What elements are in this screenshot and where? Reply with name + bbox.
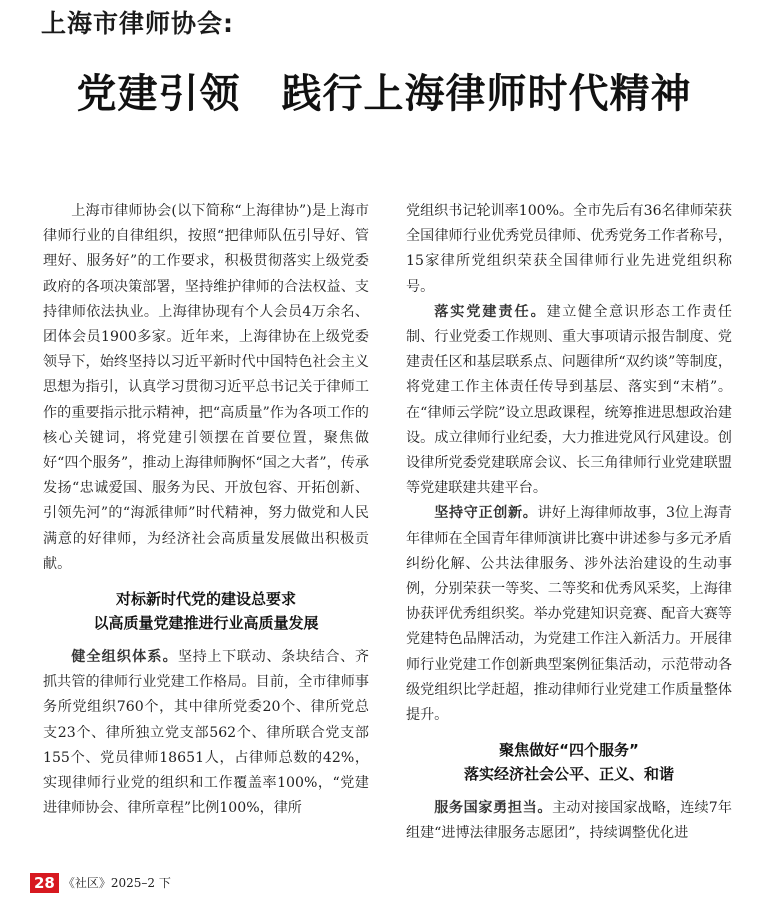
body-paragraph xyxy=(406,796,732,846)
body-paragraph xyxy=(43,645,369,821)
section-heading-2-line-2: 落实经济社会公平、正义、和谐 xyxy=(463,765,674,784)
body-paragraph xyxy=(406,501,732,728)
section-heading-1-line-2: 以高质量党建推进行业高质量发展 xyxy=(93,614,319,633)
paragraph-text: 建立健全意识形态工作责任制、行业党委工作规则、重大事项请示报告制度、党建责任区和基层联系点、问题律所“双约谈”等制度，将党建工作主体责任传导到基层、落实到“末梢”。在“律师云学院”设立思政课程，统筹推进思想政治建设。成立律师行业纪委，大力推进党风行风建设。创设律所党委党建联席会议、长三角律师行业党建联盟等党建联建共建平台。 xyxy=(406,303,733,497)
publication-info: 《社区》2025–2 下 xyxy=(62,876,171,890)
left-column xyxy=(43,199,369,821)
article-kicker: 上海市律师协会: xyxy=(41,9,234,38)
continued-paragraph: 党组织书记轮训率100%。全市先后有36名律师荣获全国律师行业优秀党员律师、优秀党务工作者称号，15家律所党组织荣获全国律师行业先进党组织称号。 xyxy=(406,203,733,295)
paragraph-text: 坚持上下联动、条块结合、齐抓共管的律师行业党建工作格局。目前，全市律师事务所党组织760个，其中律所党委20个、律所党总支23个、律所独立党支部562个、律所联合党支部155个、党员律师18651人，占律师总数的42%，实现律师行业党的组织和工作覆盖率100%，“党建进律师协会、律所章程”比例100%，律所 xyxy=(43,649,370,817)
paragraph-lead: 坚持守正创新。 xyxy=(434,505,538,522)
right-column xyxy=(406,199,732,847)
section-heading-1 xyxy=(43,587,369,635)
paragraph-text: 讲好上海律师故事，3位上海青年律师在全国青年律师演讲比赛中讲述参与多元矛盾纠纷化解、公共法律服务、涉外法治建设的生动事例，分别荣获一等奖、二等奖和优秀风采奖，上海律协获评优秀组织奖。举办党建知识竞赛、配音大赛等党建特色品牌活动，为党建工作注入新活力。开展律师行业党建工作创新典型案例征集活动，示范带动各级党组织比学赶超，推动律师行业党建工作质量整体提升。 xyxy=(406,505,733,724)
intro-paragraph: 上海市律师协会(以下简称“上海律协”)是上海市律师行业的自律组织，按照“把律师队伍引导好、管理好、服务好”的工作要求，积极贯彻落实上级党委政府的各项决策部署，坚持维护律师的合法权益、支持律师依法执业。上海律协现有个人会员4万余名、团体会员1900多家。近年来，上海律协在上级党委领导下，始终坚持以习近平新时代中国特色社会主义思想为指引，认真学习贯彻习近平总书记关于律师工作的重要指示批示精神，把“高质量”作为各项工作的核心关键词，将党建引领摆在首要位置，聚焦做好“四个服务”，推动上海律师胸怀“国之大者”，传承发扬“忠诚爱国、服务为民、开放包容、开拓创新、引领先河”的“海派律师”时代精神，努力做党和人民满意的好律师，为经济社会高质量发展做出积极贡献。 xyxy=(43,203,369,572)
section-heading-1-line-1: 对标新时代党的建设总要求 xyxy=(115,590,296,609)
paragraph-lead: 健全组织体系。 xyxy=(71,649,178,666)
page-footer xyxy=(30,873,171,893)
page-number: 28 xyxy=(30,873,59,893)
section-heading-2-line-1: 聚焦做好“四个服务” xyxy=(499,741,639,760)
article-title: 党建引领 践行上海律师时代精神 xyxy=(76,71,692,117)
paragraph-text: 主动对接国家战略，连续7年组建“进博法律服务志愿团”，持续调整优化进 xyxy=(406,800,732,842)
paragraph-lead: 服务国家勇担当。 xyxy=(434,800,553,817)
section-heading-2 xyxy=(406,738,732,786)
paragraph-lead: 落实党建责任。 xyxy=(434,303,547,320)
body-paragraph xyxy=(406,300,732,502)
